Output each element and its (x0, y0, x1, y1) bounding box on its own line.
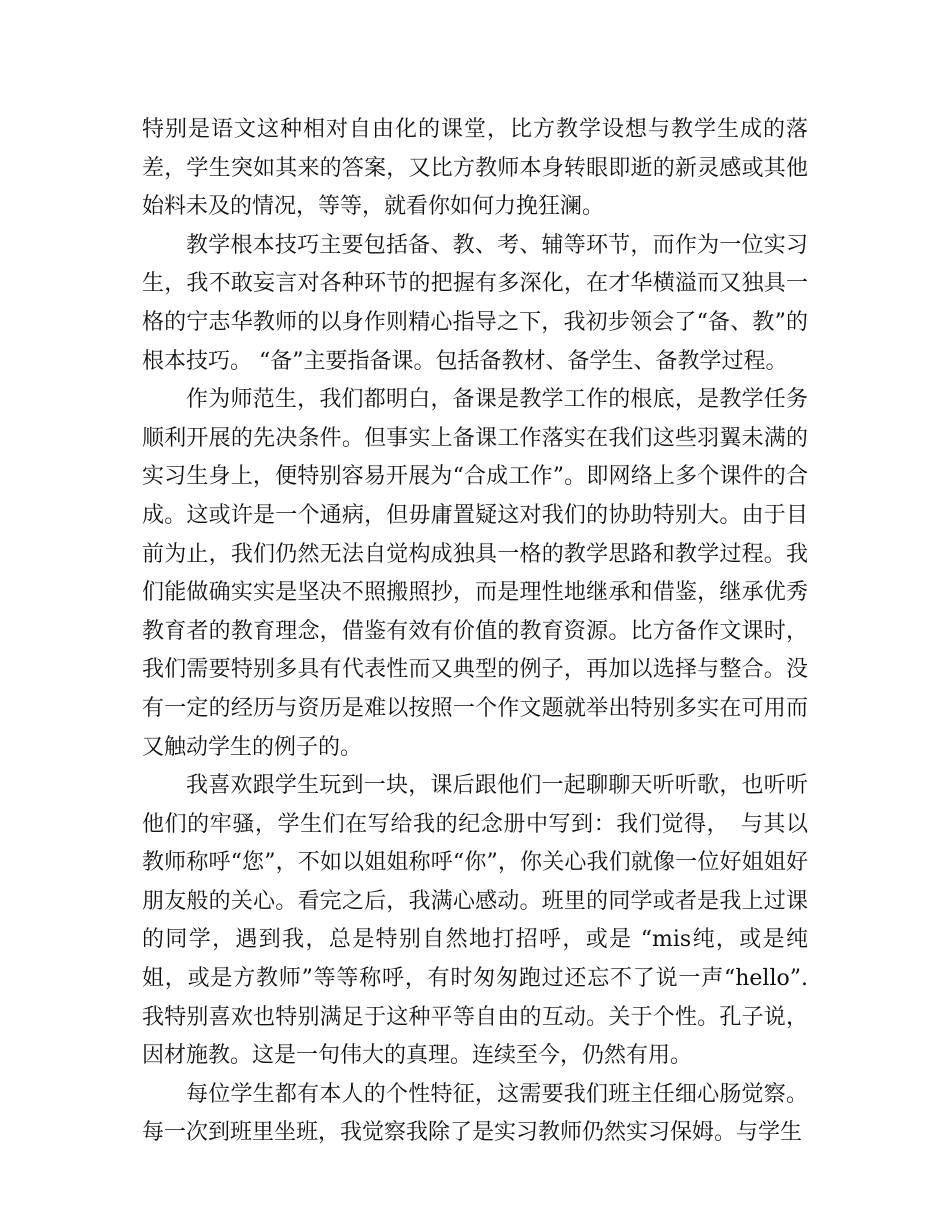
paragraph-3: 作为师范生，我们都明白，备课是教学工作的根底，是教学任务顺利开展的先决条件。但事实上备课工作落实在我们这些羽翼未满的实习生身上，便特别容易开展为“合成工作”。即网络上多个课件的合成。这或许是一个通病，但毋庸置疑这对我们的协助特别大。由于目前为止，我们仍然无法自觉构成独具一格的教学思路和教学过程。我们能做确实实是坚决不照搬照抄，而是理性地继承和借鉴，继承优秀教育者的教育理念，借鉴有效有价值的教育资源。比方备作文课时，我们需要特别多具有代表性而又典型的例子，再加以选择与整合。没有一定的经历与资历是难以按照一个作文题就举出特别多实在可用而又触动学生的例子的。 (142, 387, 808, 760)
paragraph-4: 我喜欢跟学生玩到一块，课后跟他们一起聊聊天听听歌，也听听他们的牢骚，学生们在写给我的纪念册中写到：我们觉得， 与其以教师称呼“您”，不如以姐姐称呼“你”，你关心我们就像一位好姐姐好朋友般的关心。看完之后，我满心感动。班里的同学或者是我上过课的同学，遇到我，总是特别自然地打招呼，或是 “mis纯，或是纯姐，或是方教师”等等称呼，有时匆匆跑过还忘不了说一声“hello”.我特别喜欢也特别满足于这种平等自由的互动。关于个性。孔子说，因材施教。这是一句伟大的真理。连续至今，仍然有用。 (142, 773, 808, 1069)
paragraph-2: 教学根本技巧主要包括备、教、考、辅等环节，而作为一位实习生，我不敢妄言对各种环节的把握有多深化，在才华横溢而又独具一格的宁志华教师的以身作则精心指导之下，我初步领会了“备、教”的根本技巧。 “备”主要指备课。包括备教材、备学生、备教学过程。 (142, 232, 808, 374)
body-text (142, 111, 808, 1153)
paragraph-1: 特别是语文这种相对自由化的课堂，比方教学设想与教学生成的落差，学生突如其来的答案，又比方教师本身转眼即逝的新灵感或其他始料未及的情况，等等，就看你如何力挽狂澜。 (142, 117, 808, 220)
paragraph-5: 每位学生都有本人的个性特征，这需要我们班主任细心肠觉察。每一次到班里坐班，我觉察我除了是实习教师仍然实习保姆。与学生 (142, 1081, 808, 1146)
